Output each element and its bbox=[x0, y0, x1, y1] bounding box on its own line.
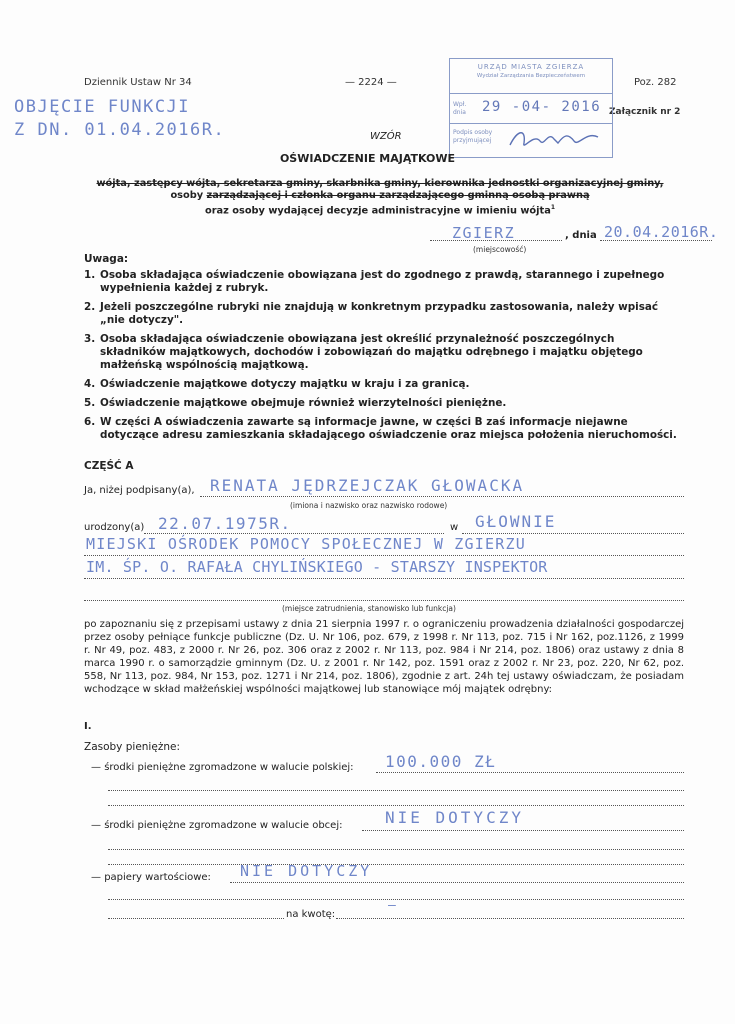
section-1-heading: Zasoby pieniężne: bbox=[84, 741, 180, 753]
note-text: Osoba składająca oświadczenie obowiązana jest określić przynależność poszczególnych składników majątkowych, dochodów i zobowiązań do majątku odrębnego i majątku objętego małżeńską wspólnością majątkową. bbox=[100, 333, 643, 371]
form-wzor: WZÓR bbox=[370, 131, 402, 142]
note-text: Oświadczenie majątkowe dotyczy majątku w kraju i za granicą. bbox=[100, 378, 470, 390]
amount-field-line bbox=[336, 918, 684, 919]
stamp-received-date: 29 -04- 2016 bbox=[482, 99, 602, 115]
pln-label-text: środki pieniężne zgromadzone w walucie polskiej: bbox=[104, 762, 354, 773]
note-item bbox=[84, 269, 682, 295]
note-number: 4. bbox=[84, 378, 96, 390]
pln-value[interactable]: 100.000 ZŁ bbox=[385, 752, 497, 771]
stamp-office-line1: URZĄD MIASTA ZGIERZA bbox=[477, 63, 585, 71]
stamp-office-line2: Wydział Zarządzania Bezpieczeństwem bbox=[476, 73, 586, 79]
note-item bbox=[84, 333, 682, 372]
note-item bbox=[84, 378, 682, 391]
legal-text: po zapoznaniu się z przepisami ustawy z dnia 21 sierpnia 1997 r. o ograniczeniu prowadzenia działalności gospodarczej przez osoby pełniące funkcje publiczne (Dz. U. Nr 106, poz. 679, z 1998 r. Nr 113, poz. 715 i Nr 162, poz.1126, z 1999 r. Nr 49, poz. 483, z 2000 r. Nr 26, poz. 306 oraz z 2002 r. Nr 113, poz. 984 i Nr 214, poz. 1806) oraz ustawy z dnia 8 marca 1990 r. o samorządzie gminnym (Dz. U. z 2001 r. Nr 142, poz. 1591 oraz z 2002 r. Nr 23, poz. 220, Nr 62, poz. 558, Nr 113, poz. 984, Nr 153, poz. 1271 i Nr 214, poz. 1806), zgodnie z art. 24h tej ustawy oświadczam, że posiadam wchodzące w skład małżeńskiej wspólności majątkowej lub stanowiące mój majątek odrębny: bbox=[84, 619, 684, 695]
foreign-value[interactable]: NIE DOTYCZY bbox=[385, 808, 524, 827]
amount-leader-line bbox=[108, 918, 284, 919]
note-text: Jeżeli poszczególne rubryki nie znajdują w konkretnym przypadku zastosowania, należy wpisać „nie dotyczy". bbox=[100, 301, 659, 326]
securities-label: — papiery wartościowe: bbox=[91, 872, 211, 883]
employment-value-2[interactable]: IM. ŚP. O. RAFAŁA CHYLIŃSKIEGO - STARSZY INSPEKTOR bbox=[86, 558, 548, 576]
born-place[interactable]: GŁOWNIE bbox=[475, 512, 557, 531]
employment-line-2 bbox=[84, 578, 684, 579]
note-item bbox=[84, 397, 682, 410]
foreign-label-text: środki pieniężne zgromadzone w walucie obcej: bbox=[104, 820, 343, 831]
foreign-extra-line-1 bbox=[108, 849, 684, 850]
amount-label: na kwotę: bbox=[286, 909, 336, 920]
pln-field-line bbox=[376, 772, 684, 773]
note-number: 6. bbox=[84, 416, 96, 428]
note-number: 2. bbox=[84, 301, 96, 313]
securities-value[interactable]: NIE DOTYCZY bbox=[240, 862, 373, 880]
securities-label-text: papiery wartościowe: bbox=[104, 872, 211, 883]
subtitle-line2-a: osoby bbox=[170, 190, 207, 201]
form-subtitle bbox=[60, 178, 700, 217]
stamp-signature-icon bbox=[508, 125, 603, 153]
part-a-heading: CZĘŚĆ A bbox=[84, 460, 134, 472]
name-field-line bbox=[200, 496, 684, 497]
employment-caption: (miejsce zatrudnienia, stanowisko lub funkcja) bbox=[282, 604, 456, 613]
pln-extra-line-1 bbox=[108, 790, 684, 791]
subtitle-line1-rest: arza gminy, skarbnika gminy, kierownika jednostki organizacyjnej gminy, bbox=[258, 178, 664, 189]
notes-list bbox=[84, 269, 682, 448]
journal-name: Dziennik Ustaw Nr 34 bbox=[84, 77, 192, 88]
note-number: 3. bbox=[84, 333, 96, 345]
subtitle-line1 bbox=[60, 178, 700, 190]
subtitle-line3 bbox=[60, 202, 700, 217]
date-label: , dnia bbox=[565, 230, 597, 241]
securities-field-line bbox=[230, 882, 684, 883]
attachment-label: Załącznik nr 2 bbox=[609, 107, 681, 117]
subtitle-line1-strike: wójta, zastępcy wójta, sekret bbox=[96, 178, 259, 189]
subtitle-line2-b: gminną osobą prawną bbox=[464, 190, 590, 201]
note-item bbox=[84, 301, 682, 327]
born-in-label: w bbox=[450, 522, 459, 533]
note-number: 1. bbox=[84, 269, 96, 281]
registration-stamp bbox=[449, 58, 613, 158]
place-caption: (miejscowość) bbox=[473, 245, 527, 254]
pln-label: — środki pieniężne zgromadzone w walucie polskiej: bbox=[91, 762, 354, 773]
foreign-extra-line-2 bbox=[108, 864, 684, 865]
place-value[interactable]: ZGIERZ bbox=[452, 224, 516, 242]
name-caption: (imiona i nazwisko oraz nazwisko rodowe) bbox=[290, 501, 448, 510]
stamp-signature-label: Podpis osoby przyjmującej bbox=[453, 129, 493, 144]
employment-value-1[interactable]: MIEJSKI OŚRODEK POMOCY SPOŁECZNEJ W ZGIERZU bbox=[86, 535, 526, 553]
born-place-line bbox=[462, 533, 684, 534]
employment-line-3 bbox=[84, 600, 684, 601]
note-number: 5. bbox=[84, 397, 96, 409]
subtitle-footnote: 1 bbox=[550, 204, 556, 211]
notes-title: Uwaga: bbox=[84, 253, 129, 265]
pln-extra-line-2 bbox=[108, 805, 684, 806]
date-value[interactable]: 20.04.2016R. bbox=[604, 223, 719, 241]
subtitle-line2-strike: zarządzającej i członka organu zarządzającego bbox=[206, 190, 465, 201]
form-title: OŚWIADCZENIE MAJĄTKOWE bbox=[279, 152, 456, 165]
signed-label: Ja, niżej podpisany(a), bbox=[84, 485, 195, 496]
position-number: Poz. 282 bbox=[634, 77, 677, 88]
note-text: Oświadczenie majątkowe obejmuje również wierzytelności pieniężne. bbox=[100, 397, 507, 409]
subtitle-line3-text: oraz osoby wydającej decyzje administracyjne w imieniu wójta bbox=[204, 205, 551, 217]
subtitle-line2 bbox=[60, 190, 700, 202]
stamp-received-label: Wpł. dnia bbox=[453, 101, 467, 116]
name-value[interactable]: RENATA JĘDRZEJCZAK GŁOWACKA bbox=[210, 476, 525, 495]
foreign-label: — środki pieniężne zgromadzone w walucie obcej: bbox=[91, 820, 343, 831]
amount-value[interactable]: — bbox=[388, 898, 398, 913]
note-item bbox=[84, 416, 682, 442]
foreign-field-line bbox=[362, 830, 684, 831]
note-text: Osoba składająca oświadczenie obowiązana jest do zgodnego z prawdą, starannego i zupełnego wypełnienia każdej z rubryk. bbox=[100, 269, 665, 294]
born-date[interactable]: 22.07.1975R. bbox=[158, 514, 292, 533]
handwritten-note-line1: OBJĘCIE FUNKCJI bbox=[14, 97, 191, 117]
born-label: urodzony(a) bbox=[84, 522, 145, 533]
section-1-roman: I. bbox=[84, 721, 92, 732]
born-date-line bbox=[144, 533, 444, 534]
handwritten-note-line2: Z DN. 01.04.2016R. bbox=[14, 120, 226, 140]
note-text: W części A oświadczenia zawarte są informacje jawne, w części B zaś informacje niejawne dotyczące adresu zamieszkania składającego oświadczenie oraz miejsca położenia nieruchomości. bbox=[100, 416, 677, 441]
employment-line-1 bbox=[84, 555, 684, 556]
page-number: — 2224 — bbox=[345, 77, 397, 88]
